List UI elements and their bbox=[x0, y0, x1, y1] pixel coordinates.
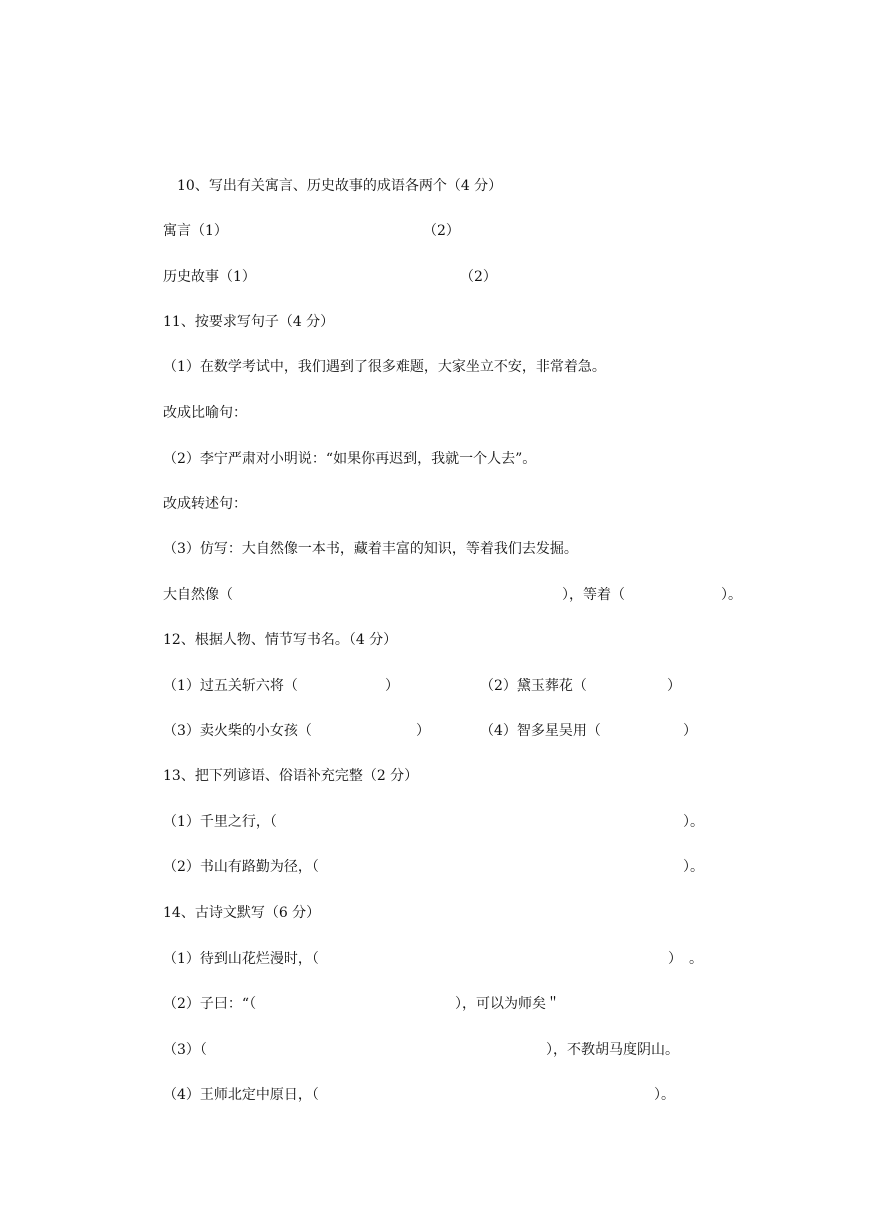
q13-item-1-close: ）。 bbox=[683, 814, 704, 830]
q11-sentence-3-blank-b: ），等着（ bbox=[562, 587, 625, 603]
q11-sentence-3-blank-c: ）。 bbox=[721, 587, 742, 603]
q12-item-3-close: ） bbox=[416, 723, 430, 739]
q14-item-2: （2）子曰：“（ bbox=[163, 996, 257, 1012]
q11-sentence-3: （3）仿写：大自然像一本书，藏着丰富的知识，等着我们去发掘。 bbox=[163, 541, 578, 557]
q14-item-3: （3）（ bbox=[163, 1042, 207, 1058]
q11-sentence-1: （1）在数学考试中，我们遇到了很多难题，大家坐立不安，非常着急。 bbox=[163, 359, 606, 375]
q11-sentence-3-blank-a: 大自然像（ bbox=[163, 587, 233, 603]
q11-title: 11、按要求写句子（4 分） bbox=[163, 314, 335, 330]
q14-item-2-close: ），可以为师矣＂ bbox=[455, 996, 560, 1012]
q13-item-2: （2）书山有路勤为径，（ bbox=[163, 859, 319, 875]
q11-sentence-2: （2）李宁严肃对小明说：“如果你再迟到，我就一个人去”。 bbox=[163, 451, 537, 467]
q12-item-4-close: ） bbox=[683, 723, 697, 739]
q14-item-4: （4）王师北定中原日，（ bbox=[163, 1087, 319, 1103]
q10-history-2: （2） bbox=[460, 269, 497, 285]
q12-item-4: （4）智多星吴用（ bbox=[480, 723, 601, 739]
q14-item-1: （1）待到山花烂漫时，（ bbox=[163, 951, 319, 967]
q14-item-1-close: ） 。 bbox=[668, 951, 703, 967]
q13-item-1: （1）千里之行，（ bbox=[163, 814, 277, 830]
q12-item-2: （2）黛玉葬花（ bbox=[480, 678, 587, 694]
q10-fable-2: （2） bbox=[423, 223, 460, 239]
q10-history-1: 历史故事（1） bbox=[163, 269, 256, 285]
q13-item-2-close: ）。 bbox=[683, 859, 704, 875]
q12-item-2-close: ） bbox=[667, 678, 681, 694]
q12-title: 12、根据人物、情节写书名。（4 分） bbox=[163, 632, 398, 648]
q12-item-1-close: ） bbox=[385, 678, 399, 694]
q10-title: 10、写出有关寓言、历史故事的成语各两个（4 分） bbox=[177, 178, 503, 194]
q13-title: 13、把下列谚语、俗语补充完整（2 分） bbox=[163, 768, 419, 784]
q14-item-3-close: ），不教胡马度阴山。 bbox=[546, 1042, 679, 1058]
q14-item-4-close: ）。 bbox=[654, 1087, 675, 1103]
q10-fable-1: 寓言（1） bbox=[163, 223, 228, 239]
q11-sentence-2-task: 改成转述句： bbox=[163, 496, 247, 512]
q12-item-3: （3）卖火柴的小女孩（ bbox=[163, 723, 312, 739]
q11-sentence-1-task: 改成比喻句： bbox=[163, 405, 247, 421]
q14-title: 14、古诗文默写（6 分） bbox=[163, 905, 321, 921]
q12-item-1: （1）过五关斩六将（ bbox=[163, 678, 298, 694]
